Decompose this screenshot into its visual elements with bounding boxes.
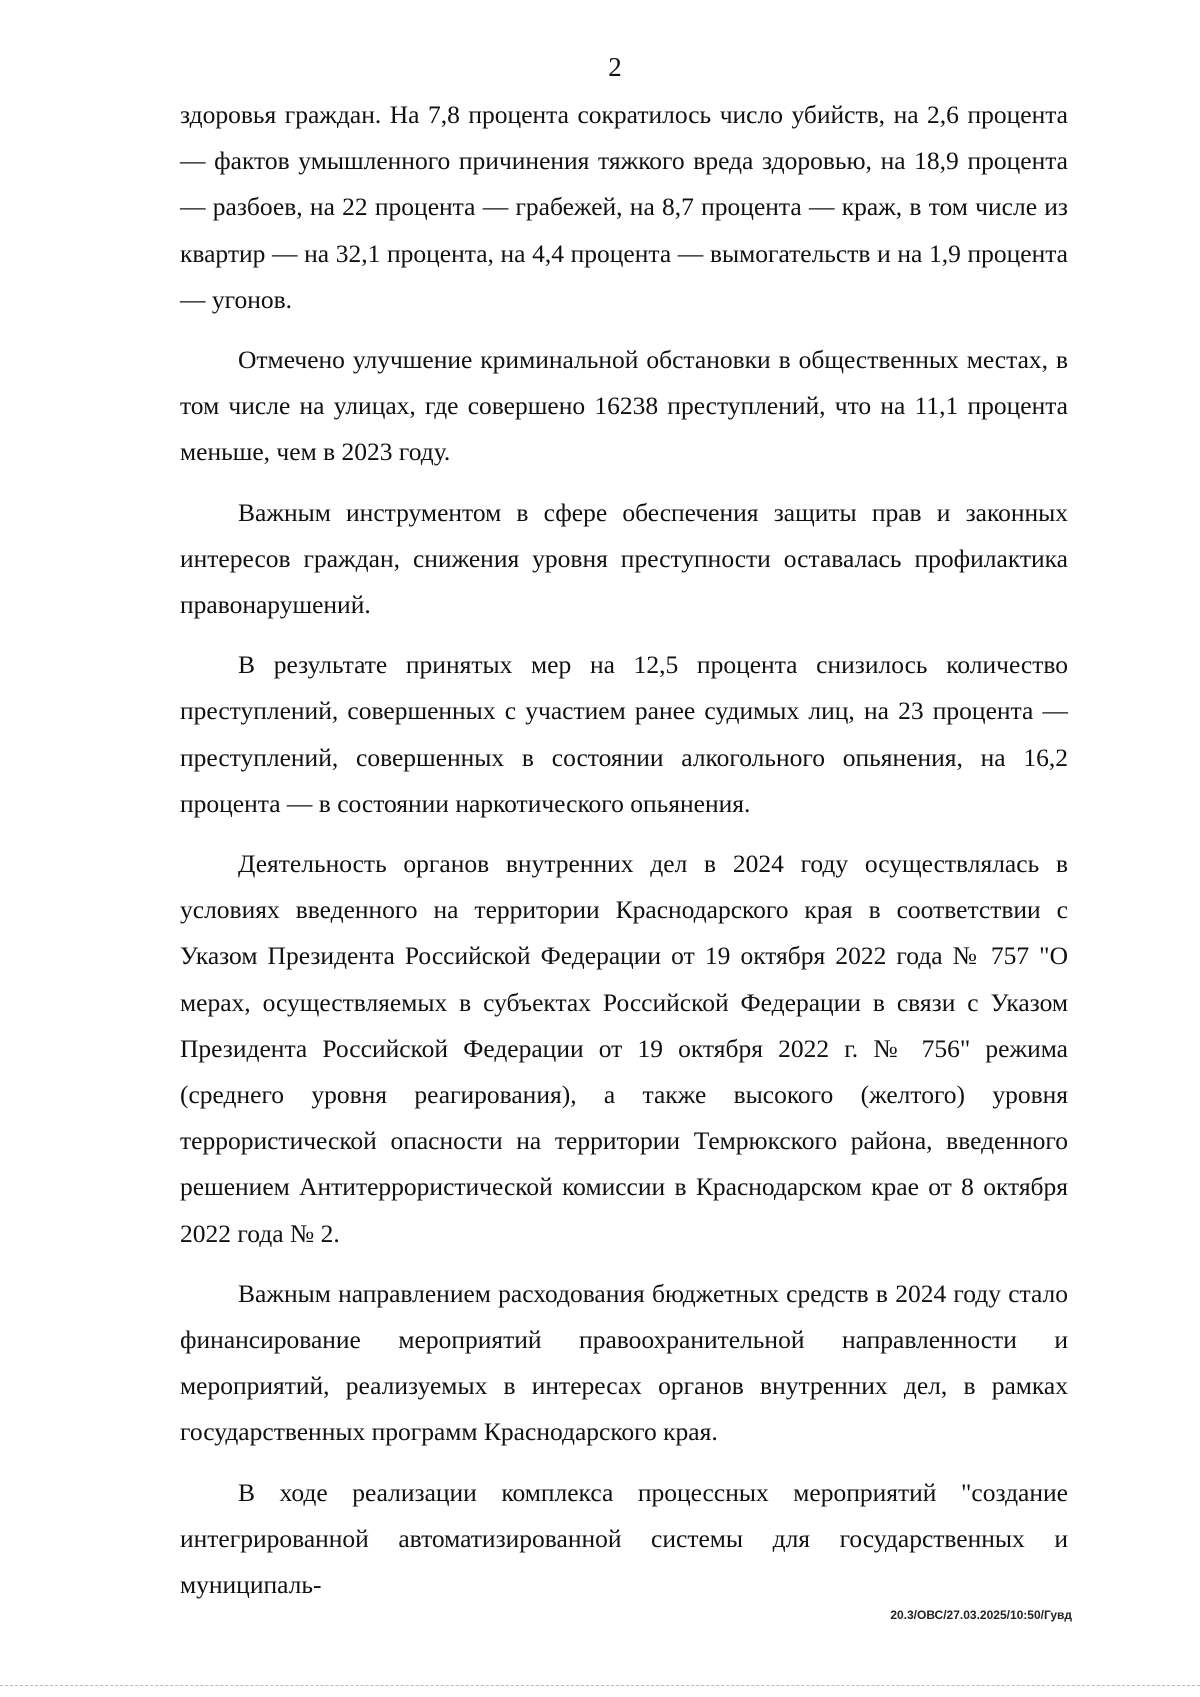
document-body	[180, 92, 1068, 1622]
document-footer-code: 20.3/ОВС/27.03.2025/10:50/Гувд	[890, 1608, 1072, 1622]
paragraph-results: В результате принятых мер на 12,5 процента снизилось количество преступлений, совершенных с участием ранее судимых лиц, на 23 процента — преступлений, совершенных в состоянии алкогольного опьянения, на 16,2 процента — в состоянии наркотического опьянения.	[180, 650, 1068, 818]
paragraph-continuation: здоровья граждан. На 7,8 процента сократилось число убийств, на 2,6 процента — фактов умышленного причинения тяжкого вреда здоровью, на 18,9 процента — разбоев, на 22 процента — грабежей, на 8,7 процента — краж, в том числе из квартир — на 32,1 процента, на 4,4 процента — вымогательств и на 1,9 процента — угонов.	[180, 100, 1068, 314]
bottom-divider	[0, 1685, 1200, 1686]
paragraph-activity-regime: Деятельность органов внутренних дел в 2024 году осуществлялась в условиях введенного на территории Краснодарского края в соответствии с Указом Президента Российской Федерации от 19 октября 2022 года № 757 "О мерах, осуществляемых в субъектах Российской Федерации в связи с Указом Президента Российской Федерации от 19 октября 2022 г. № 756" режима (среднего уровня реагирования), а также высокого (желтого) уровня террористической опасности на территории Темрюкского района, введенного решением Антитеррористической комиссии в Краснодарском крае от 8 октября 2022 года № 2.	[180, 849, 1068, 1248]
page-number: 2	[608, 52, 622, 82]
paragraph-prevention: Важным инструментом в сфере обеспечения защиты прав и законных интересов граждан, снижения уровня преступности оставалась профилактика правонарушений.	[180, 497, 1068, 620]
paragraph-public-places: Отмечено улучшение криминальной обстановки в общественных местах, в том числе на улицах, где совершено 16238 преступлений, что на 11,1 процента меньше, чем в 2023 году.	[180, 345, 1068, 467]
paragraph-budget: Важным направлением расходования бюджетных средств в 2024 году стало финансирование мероприятий правоохранительной направленности и мероприятий, реализуемых в интересах органов внутренних дел, в рамках государственных программ Краснодарского края.	[180, 1278, 1068, 1447]
paragraph-integrated-system: В ходе реализации комплекса процессных мероприятий "создание интегрированной автоматизированной системы для государственных и муниципаль-	[180, 1477, 1068, 1600]
